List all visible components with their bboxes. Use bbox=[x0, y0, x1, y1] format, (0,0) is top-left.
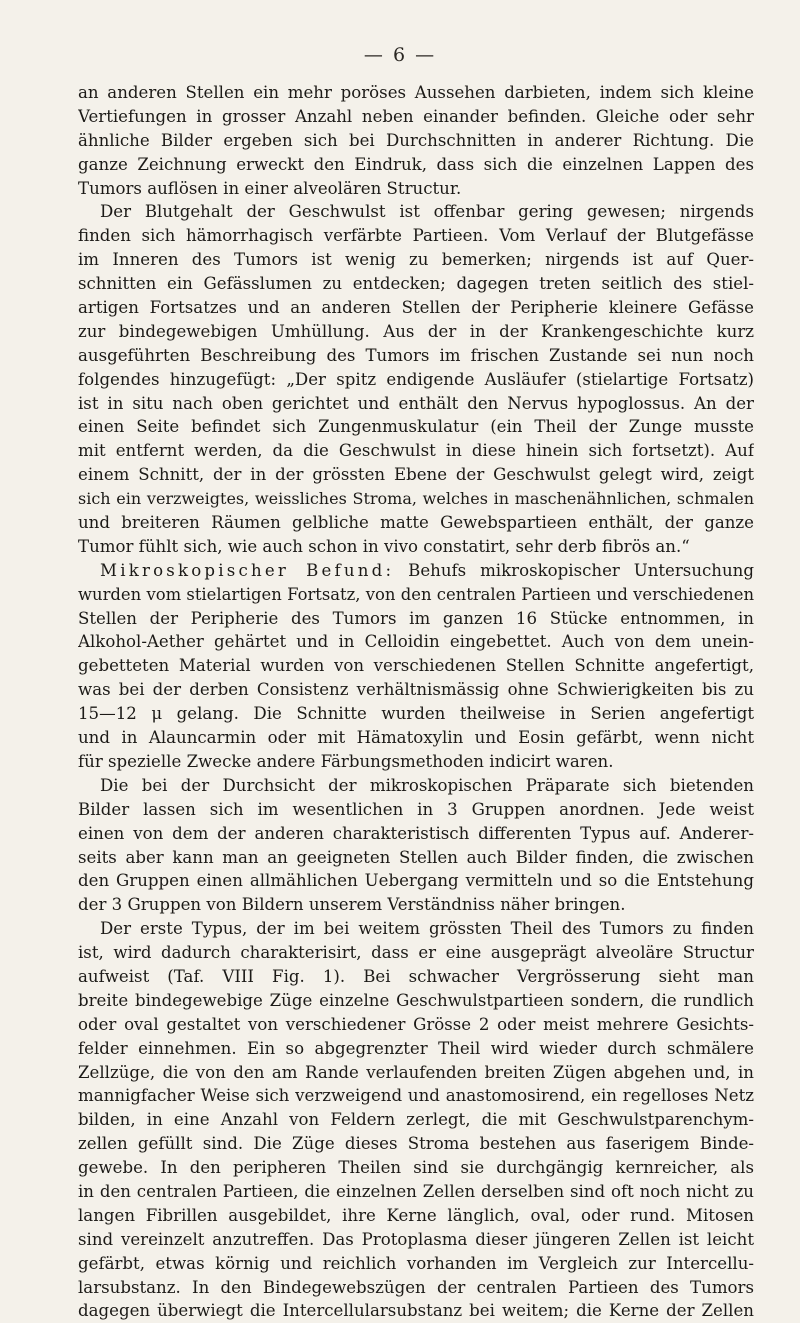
line-text: zur bindegewebigen Umhüllung. Aus der in der Krankengeschichte kurz bbox=[78, 321, 754, 341]
text-line bbox=[78, 1013, 754, 1037]
text-line bbox=[78, 822, 754, 846]
line-text: felder einnehmen. Ein so abgegrenzter Theil wird wieder durch schmälere bbox=[78, 1038, 754, 1058]
line-text: breite bindegewebige Züge einzelne Geschwulstpartieen sondern, die rundlich bbox=[78, 990, 754, 1010]
line-text: artigen Fortsatzes und an anderen Stellen der Peripherie kleinere Gefässe bbox=[78, 298, 754, 318]
line-text: Die bei der Durchsicht der mikroskopischen Präparate sich bietenden bbox=[100, 775, 754, 795]
line-text: Alkohol-Aether gehärtet und in Celloidin eingebettet. Auch von dem unein- bbox=[78, 632, 754, 652]
text-line bbox=[78, 296, 754, 320]
line-text: aufweist (Taf. VIII Fig. 1). Bei schwacher Vergrösserung sieht man bbox=[78, 966, 754, 986]
text-line bbox=[78, 726, 754, 750]
line-text: und in Alauncarmin oder mit Hämatoxylin und Eosin gefärbt, wenn nicht bbox=[78, 728, 754, 748]
line-text: ist, wird dadurch charakterisirt, dass er eine ausgeprägt alveoläre Structur bbox=[78, 943, 754, 963]
line-text: Zellzüge, die von den am Rande verlaufenden breiten Zügen abgehen und, in bbox=[78, 1062, 754, 1082]
line-text: zellen gefüllt sind. Die Züge dieses Stroma bestehen aus faserigem Binde- bbox=[78, 1134, 754, 1154]
text-line bbox=[78, 368, 754, 392]
text-line bbox=[78, 153, 754, 177]
line-text: einen von dem der anderen charakteristisch differenten Typus auf. Anderer- bbox=[78, 823, 754, 843]
text-line bbox=[78, 965, 754, 989]
text-line bbox=[78, 248, 754, 272]
text-line bbox=[78, 1132, 754, 1156]
line-text: Bilder lassen sich im wesentlichen in 3 Gruppen anordnen. Jede weist bbox=[78, 799, 754, 819]
text-line bbox=[78, 798, 754, 822]
text-line bbox=[78, 535, 754, 559]
text-line bbox=[78, 200, 754, 224]
text-line bbox=[78, 607, 754, 631]
text-line bbox=[78, 1156, 754, 1180]
text-line bbox=[78, 1108, 754, 1132]
line-text: dagegen überwiegt die Intercellularsubstanz bei weitem; die Kerne der Zellen bbox=[78, 1301, 754, 1321]
text-line bbox=[78, 1276, 754, 1300]
text-line bbox=[78, 989, 754, 1013]
line-text: Der erste Typus, der im bei weitem grössten Theil des Tumors zu finden bbox=[100, 919, 754, 939]
text-line bbox=[78, 1180, 754, 1204]
text-line bbox=[78, 893, 754, 917]
line-text: ausgeführten Beschreibung des Tumors im frischen Zustande sei nun noch bbox=[78, 345, 754, 365]
line-text: mannigfacher Weise sich verzweigend und anastomosirend, ein regelloses Netz bbox=[78, 1086, 754, 1106]
text-line bbox=[78, 344, 754, 368]
line-text: einem Schnitt, der in der grössten Ebene der Geschwulst gelegt wird, zeigt bbox=[78, 465, 754, 485]
text-line bbox=[78, 392, 754, 416]
line-text: folgendes hinzugefügt: „Der spitz endigende Ausläufer (stielartige Fortsatz) bbox=[78, 369, 754, 389]
text-line bbox=[78, 463, 754, 487]
text-line bbox=[78, 1061, 754, 1085]
line-text: Vertiefungen in grosser Anzahl neben einander befinden. Gleiche oder sehr bbox=[78, 106, 754, 126]
text-line bbox=[78, 320, 754, 344]
text-line bbox=[78, 1037, 754, 1061]
line-text: für spezielle Zwecke andere Färbungsmethoden indicirt waren. bbox=[78, 751, 614, 771]
text-line bbox=[78, 941, 754, 965]
text-line bbox=[78, 1252, 754, 1276]
line-text: was bei der derben Consistenz verhältnismässig ohne Schwierigkeiten bis zu bbox=[78, 680, 754, 700]
line-text: finden sich hämorrhagisch verfärbte Partieen. Vom Verlauf der Blutgefässe bbox=[78, 226, 754, 246]
line-text: langen Fibrillen ausgebildet, ihre Kerne länglich, oval, oder rund. Mitosen bbox=[78, 1205, 754, 1225]
text-line bbox=[78, 105, 754, 129]
text-line bbox=[78, 869, 754, 893]
line-text: gebetteten Material wurden von verschiedenen Stellen Schnitte angefertigt, bbox=[78, 656, 754, 676]
text-line bbox=[78, 1299, 754, 1323]
text-line bbox=[78, 678, 754, 702]
text-line bbox=[78, 1228, 754, 1252]
text-line bbox=[78, 846, 754, 870]
text-line bbox=[78, 583, 754, 607]
text-line bbox=[78, 630, 754, 654]
body-text bbox=[78, 81, 754, 1323]
text-line bbox=[78, 774, 754, 798]
line-text: sind vereinzelt anzutreffen. Das Protoplasma dieser jüngeren Zellen ist leicht bbox=[78, 1229, 754, 1249]
line-text: larsubstanz. In den Bindegewebszügen der centralen Partieen des Tumors bbox=[78, 1277, 754, 1297]
text-line bbox=[78, 129, 754, 153]
text-line bbox=[78, 487, 754, 511]
text-line bbox=[78, 81, 754, 105]
text-line bbox=[78, 750, 754, 774]
text-line bbox=[78, 511, 754, 535]
text-line bbox=[78, 559, 754, 583]
line-text: mit entfernt werden, da die Geschwulst in diese hinein sich fortsetzt). Auf bbox=[78, 441, 754, 461]
line-text: ganze Zeichnung erweckt den Eindruk, dass sich die einzelnen Lappen des bbox=[78, 154, 754, 174]
text-line bbox=[78, 272, 754, 296]
line-text: der 3 Gruppen von Bildern unserem Verständniss näher bringen. bbox=[78, 895, 626, 915]
line-text: den Gruppen einen allmählichen Uebergang vermitteln und so die Entstehung bbox=[78, 871, 754, 891]
text-line bbox=[78, 917, 754, 941]
line-text: schnitten ein Gefässlumen zu entdecken; dagegen treten seitlich des stiel- bbox=[78, 274, 754, 294]
page-number: — 6 — bbox=[363, 44, 437, 66]
line-text: an anderen Stellen ein mehr poröses Aussehen darbieten, indem sich kleine bbox=[78, 83, 754, 102]
line-text: einen Seite befindet sich Zungenmuskulatur (ein Theil der Zunge musste bbox=[78, 417, 754, 437]
text-line bbox=[78, 224, 754, 248]
text-line bbox=[78, 702, 754, 726]
text-line bbox=[78, 654, 754, 678]
line-text: Tumors auflösen in einer alveolären Structur. bbox=[78, 178, 462, 198]
line-text: wurden vom stielartigen Fortsatz, von den centralen Partieen und verschiedenen bbox=[78, 584, 754, 604]
line-text: 15—12 μ gelang. Die Schnitte wurden theilweise in Serien angefertigt bbox=[78, 704, 754, 724]
line-text: Stellen der Peripherie des Tumors im ganzen 16 Stücke entnommen, in bbox=[78, 608, 754, 628]
section-heading: Mikroskopischer Befund: bbox=[100, 560, 395, 580]
line-text: bilden, in eine Anzahl von Feldern zerlegt, die mit Geschwulstparenchym- bbox=[78, 1110, 754, 1130]
line-text: und breiteren Räumen gelbliche matte Gewebspartieen enthält, der ganze bbox=[78, 513, 754, 533]
line-text: seits aber kann man an geeigneten Stellen auch Bilder finden, die zwischen bbox=[78, 847, 754, 867]
line-text: gefärbt, etwas körnig und reichlich vorhanden im Vergleich zur Intercellu- bbox=[78, 1253, 754, 1273]
line-text: oder oval gestaltet von verschiedener Grösse 2 oder meist mehrere Gesichts- bbox=[78, 1014, 754, 1034]
line-text: Tumor fühlt sich, wie auch schon in vivo constatirt, sehr derb fibrös an.“ bbox=[78, 536, 690, 556]
text-line bbox=[78, 1204, 754, 1228]
text-line bbox=[78, 177, 754, 201]
line-text: Der Blutgehalt der Geschwulst ist offenbar gering gewesen; nirgends bbox=[100, 202, 754, 222]
line-text: in den centralen Partieen, die einzelnen Zellen derselben sind oft noch nicht zu bbox=[78, 1181, 754, 1201]
line-text: ähnliche Bilder ergeben sich bei Durchschnitten in anderer Richtung. Die bbox=[78, 130, 754, 150]
line-text: im Inneren des Tumors ist wenig zu bemerken; nirgends ist auf Quer- bbox=[78, 250, 754, 270]
line-text: ist in situ nach oben gerichtet und enthält den Nervus hypoglossus. An der bbox=[78, 393, 754, 413]
line-text: gewebe. In den peripheren Theilen sind sie durchgängig kernreicher, als bbox=[78, 1158, 754, 1178]
text-line bbox=[78, 439, 754, 463]
text-line bbox=[78, 1084, 754, 1108]
text-line bbox=[78, 415, 754, 439]
line-text: Behufs mikroskopischer Untersuchung bbox=[394, 560, 754, 580]
line-text: sich ein verzweigtes, weissliches Stroma, welches in maschenähnlichen, schmalen bbox=[78, 489, 754, 509]
